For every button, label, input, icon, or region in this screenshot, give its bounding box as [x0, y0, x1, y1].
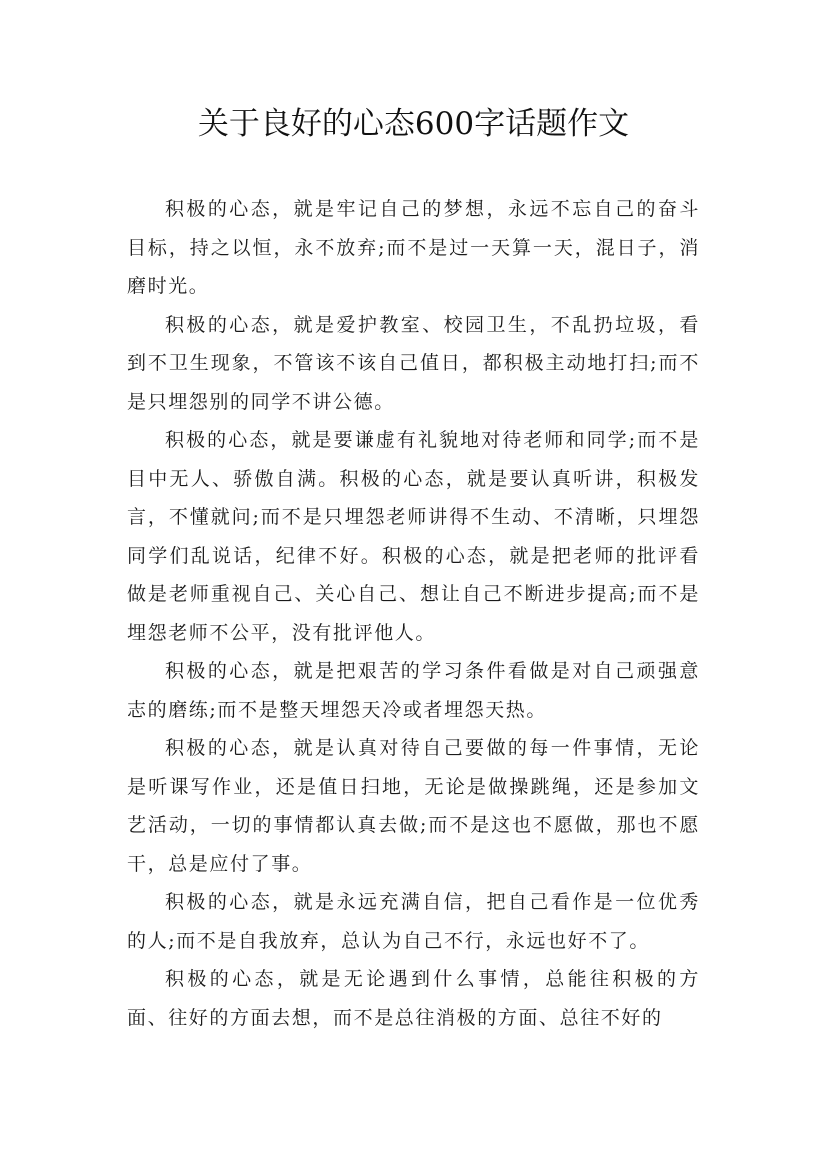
paragraph: 积极的心态，就是认真对待自己要做的每一件事情，无论是听课写作业，还是值日扫地，无论是做操跳绳，还是参加文艺活动，一切的事情都认真去做;而不是这也不愿做，那也不愿干，总是应付了事。: [127, 737, 700, 875]
document-body: [127, 190, 700, 1037]
paragraph: 积极的心态，就是永远充满自信，把自己看作是一位优秀的人;而不是自我放弃，总认为自己不行，永远也好不了。: [127, 891, 700, 952]
paragraph: 积极的心态，就是牢记自己的梦想，永远不忘自己的奋斗目标，持之以恒，永不放弃;而不是过一天算一天，混日子，消磨时光。: [127, 198, 700, 297]
paragraph: 积极的心态，就是爱护教室、校园卫生，不乱扔垃圾，看到不卫生现象，不管该不该自己值日，都积极主动地打扫;而不是只埋怨别的同学不讲公德。: [127, 313, 700, 413]
paragraph: 积极的心态，就是把艰苦的学习条件看做是对自己顽强意志的磨练;而不是整天埋怨天冷或者埋怨天热。: [127, 660, 700, 721]
paragraph: 积极的心态，就是无论遇到什么事情，总能往积极的方面、往好的方面去想，而不是总往消极的方面、总往不好的: [127, 968, 700, 1029]
document-title: 关于良好的心态600字话题作文: [197, 106, 630, 142]
paragraph: 积极的心态，就是要谦虚有礼貌地对待老师和同学;而不是目中无人、骄傲自满。积极的心态，就是要认真听讲，积极发言，不懂就问;而不是只埋怨老师讲得不生动、不清晰，只埋怨同学们乱说话，纪律不好。积极的心态，就是把老师的批评看做是老师重视自己、关心自己、想让自己不断进步提高;而不是埋怨老师不公平，没有批评他人。: [127, 429, 700, 644]
